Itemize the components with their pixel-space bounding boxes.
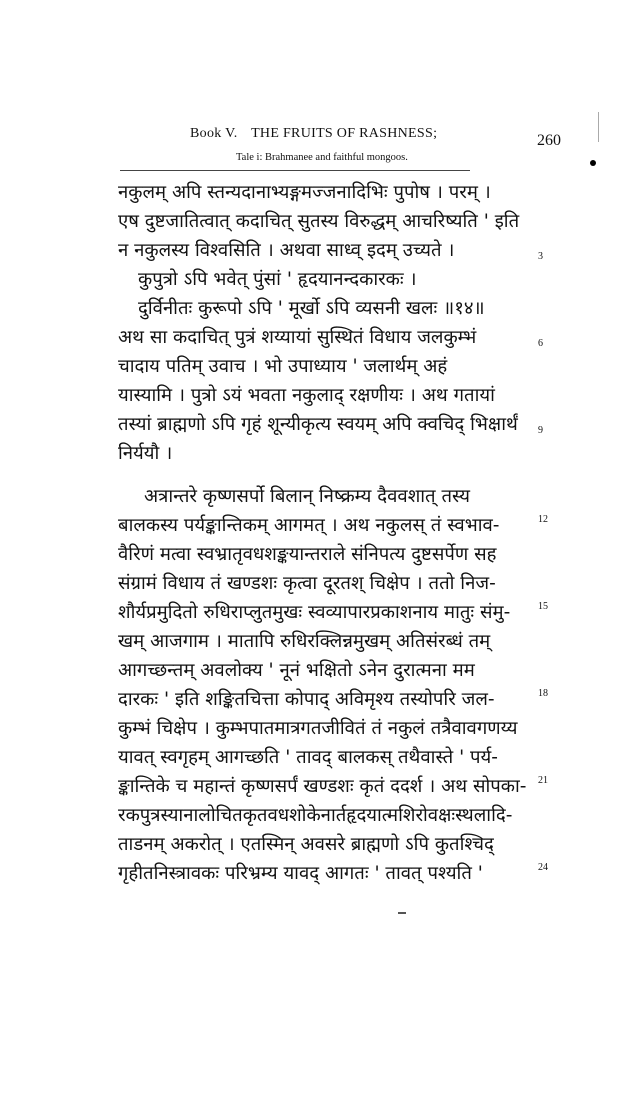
text-line: एष दुष्टजातित्वात् कदाचित् सुतस्य विरुद्धम् आचरिष्यति ' इति [118, 211, 520, 232]
header-rule [120, 170, 470, 171]
line-number: 18 [538, 688, 548, 699]
text-line: संग्रामं विधाय तं खण्डशः कृत्वा दूरतश् चिक्षेप । ततो निज- [118, 573, 496, 594]
text-line: आगच्छन्तम् अवलोक्य ' नूनं भक्षितो ऽनेन दुरात्मना मम [118, 660, 475, 681]
tale-subtitle: Tale i: Brahmanee and faithful mongoos. [236, 152, 408, 163]
line-number: 15 [538, 601, 548, 612]
page-number: 260 [537, 132, 561, 149]
text-line: खम् आजगाम । मातापि रुधिरक्लिन्नमुखम् अतिसंरब्धं तम् [118, 631, 491, 652]
line-number: 24 [538, 862, 548, 873]
text-line: यावत् स्वगृहम् आगच्छति ' तावद् बालकस् तथैवास्ते ' पर्य- [118, 747, 498, 768]
text-line: ङ्कान्तिके च महान्तं कृष्णसर्पं खण्डशः कृतं ददर्श । अथ सोपका- [118, 776, 527, 797]
bottom-mark [398, 912, 406, 914]
line-number: 3 [538, 251, 543, 262]
line-number: 21 [538, 775, 548, 786]
margin-dot [590, 160, 596, 166]
text-line: ताडनम् अकरोत् । एतस्मिन् अवसरे ब्राह्मणो ऽपि कुतश्चिद् [118, 834, 494, 855]
text-line: दारकः ' इति शङ्कितचित्ता कोपाद् अविमृश्य तस्योपरि जल- [118, 689, 495, 710]
text-line: चादाय पतिम् उवाच । भो उपाध्याय ' जलार्थम् अहं [118, 356, 448, 377]
text-line: तस्यां ब्राह्मणो ऽपि गृहं शून्यीकृत्य स्वयम् अपि क्वचिद् भिक्षार्थं [118, 414, 518, 435]
header-title: THE FRUITS OF RASHNESS; [251, 126, 438, 141]
verse-line: दुर्विनीतः कुरूपो ऽपि ' मूर्खो ऽपि व्यसनी खलः ॥१४॥ [138, 298, 485, 319]
book-label: Book V. [190, 126, 238, 141]
line-number: 9 [538, 425, 543, 436]
text-line: कुम्भं चिक्षेप । कुम्भपातमात्रगतजीवितं तं नकुलं तत्रैवावगणय्य [118, 718, 518, 739]
text-line: अथ सा कदाचित् पुत्रं शय्यायां सुस्थितं विधाय जलकुम्भं [118, 327, 477, 348]
text-line: वैरिणं मत्वा स्वभ्रातृवधशङ्कयान्तराले संनिपत्य दुष्टसर्पेण सह [118, 544, 497, 565]
text-line: शौर्यप्रमुदितो रुधिराप्लुतमुखः स्वव्यापारप्रकाशनाय मातुः संमु- [118, 602, 511, 623]
paragraph-gap [118, 468, 538, 482]
text-line: बालकस्य पर्यङ्कान्तिकम् आगमत् । अथ नकुलस् तं स्वभाव- [118, 515, 500, 536]
text-line: रकपुत्रस्यानालोचितकृतवधशोकेनार्तहृदयात्मशिरोवक्षःस्थलादि- [118, 805, 513, 826]
sanskrit-text [118, 178, 538, 888]
text-line: अत्रान्तरे कृष्णसर्पो बिलान् निष्क्रम्य दैववशात् तस्य [144, 486, 470, 507]
text-line: यास्यामि । पुत्रो ऽयं भवता नकुलाद् रक्षणीयः । अथ गतायां [118, 385, 495, 406]
text-line: न नकुलस्य विश्वसिति । अथवा साध्व् इदम् उच्यते । [118, 240, 455, 261]
text-line: गृहीतनिस्त्रावकः परिभ्रम्य यावद् आगतः ' तावत् पश्यति ' [118, 863, 483, 884]
text-line: निर्ययौ । [118, 443, 173, 464]
text-line: नकुलम् अपि स्तन्यदानाभ्यङ्गमज्जनादिभिः पुपोष । परम् । [118, 182, 491, 203]
verse-line: कुपुत्रो ऽपि भवेत् पुंसां ' हृदयानन्दकारकः । [138, 269, 417, 290]
margin-mark [598, 112, 599, 142]
running-header [190, 126, 437, 142]
line-number: 6 [538, 338, 543, 349]
line-number: 12 [538, 514, 548, 525]
